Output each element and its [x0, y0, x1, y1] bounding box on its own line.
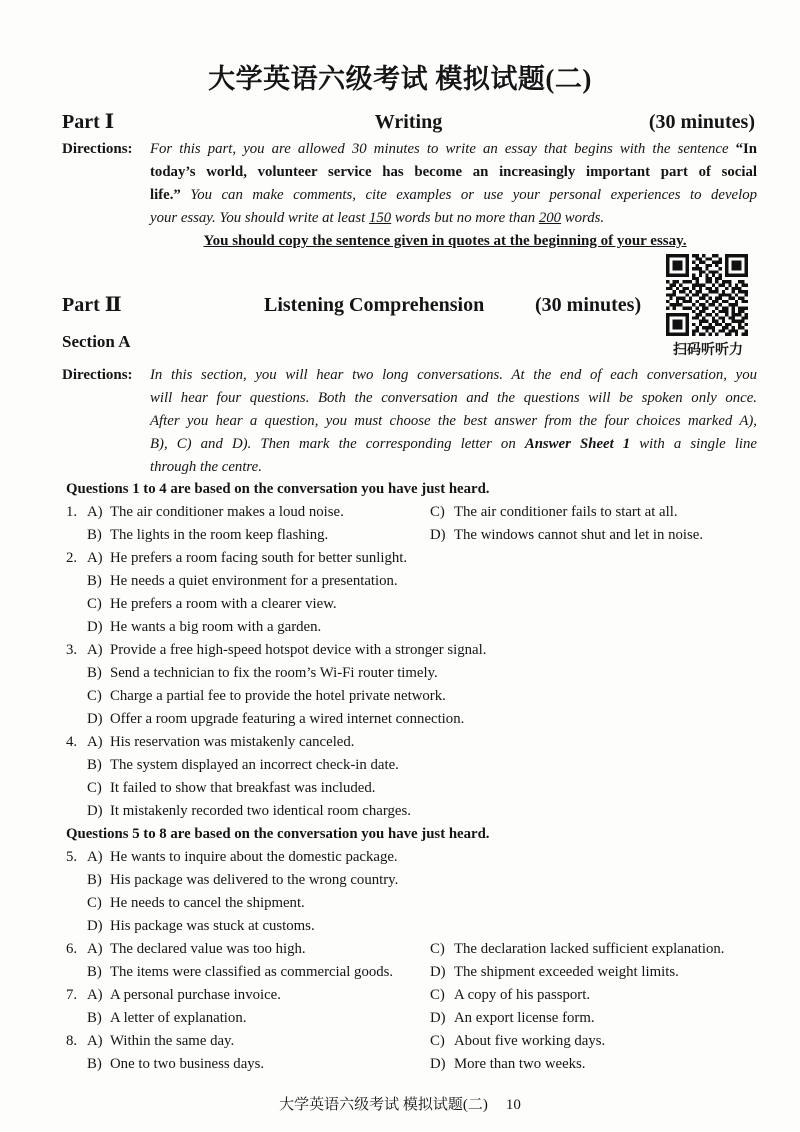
directions-text: words but no more than	[391, 210, 539, 226]
part1-time: (30 minutes)	[648, 111, 755, 133]
option-text: An export license form.	[454, 1010, 595, 1026]
option-text: He wants to inquire about the domestic package.	[110, 849, 398, 865]
option-text: Send a technician to fix the room’s Wi-Fi router timely.	[110, 665, 438, 681]
option-letter: B)	[87, 1010, 102, 1026]
directions-line	[150, 433, 757, 456]
question-number: 6.	[66, 941, 78, 957]
max-word-count: 200	[538, 210, 562, 226]
essay-opening-sentence: today’s world, volunteer service has become an increasingly important part of social	[150, 164, 757, 180]
directions-line: through the centre.	[150, 459, 262, 475]
question-number: 4.	[66, 734, 78, 750]
option-text: The windows cannot shut and let in noise.	[454, 527, 704, 543]
question-number: 1.	[66, 504, 78, 520]
option-letter: C)	[430, 987, 445, 1003]
option-text: The system displayed an incorrect check-in date.	[110, 757, 399, 773]
question-number: 2.	[66, 550, 78, 566]
part1-title: Writing	[374, 111, 443, 133]
part1-label: Part Ⅰ	[62, 111, 115, 133]
option-text: Provide a free high-speed hotspot device with a stronger signal.	[110, 642, 487, 658]
question-row	[0, 938, 800, 961]
question-group-header: Questions 1 to 4 are based on the conversation you have just heard.	[66, 481, 490, 497]
directions-text: You can make comments, cite examples or use your personal experiences to develop	[180, 187, 757, 203]
question-number: 5.	[66, 849, 78, 865]
question-row	[0, 708, 800, 731]
part2-time: (30 minutes)	[535, 294, 642, 316]
option-letter: B)	[87, 665, 102, 681]
directions-line: After you hear a question, you must choose the best answer from the four choices marked A),	[150, 413, 757, 429]
option-letter: D)	[87, 619, 103, 635]
question-row	[0, 869, 800, 892]
option-text: One to two business days.	[110, 1056, 265, 1072]
directions-text: your essay. You should write at least	[150, 210, 369, 226]
question-row	[0, 846, 800, 869]
option-text: He wants a big room with a garden.	[110, 619, 322, 635]
option-text: The air conditioner fails to start at all.	[454, 504, 678, 520]
option-text: A letter of explanation.	[110, 1010, 247, 1026]
option-letter: A)	[87, 734, 103, 750]
option-letter: B)	[87, 964, 102, 980]
question-row	[0, 984, 800, 1007]
option-letter: D)	[430, 1056, 446, 1072]
option-letter: C)	[430, 1033, 445, 1049]
option-letter: D)	[430, 964, 446, 980]
option-letter: D)	[87, 918, 103, 934]
copy-sentence-note: You should copy the sentence given in quotes at the beginning of your essay.	[203, 233, 687, 249]
option-letter: B)	[87, 872, 102, 888]
section-title: Section A	[62, 332, 131, 351]
question-number: 8.	[66, 1033, 78, 1049]
question-row	[0, 1053, 800, 1076]
option-letter: B)	[87, 757, 102, 773]
option-text: Charge a partial fee to provide the hotel private network.	[110, 688, 446, 704]
option-letter: A)	[87, 642, 103, 658]
directions-line: In this section, you will hear two long conversations. At the end of each conversation, you	[150, 367, 757, 383]
directions-label: Directions:	[62, 367, 133, 383]
option-text: He prefers a room facing south for better sunlight.	[110, 550, 408, 566]
directions-line	[150, 184, 757, 207]
directions-line: will hear four questions. Both the conversation and the questions will be spoken only once.	[150, 390, 757, 406]
directions-text: B), C) and D). Then mark the corresponding letter on	[150, 436, 525, 452]
question-row	[0, 915, 800, 938]
directions-line	[150, 207, 757, 230]
directions-text: with a single line	[630, 436, 758, 452]
option-letter: B)	[87, 527, 102, 543]
option-text: A copy of his passport.	[454, 987, 591, 1003]
option-text: He needs to cancel the shipment.	[110, 895, 305, 911]
directions-line	[150, 138, 757, 161]
question-row	[0, 754, 800, 777]
part2-label: Part Ⅱ	[62, 294, 122, 316]
min-word-count: 150	[368, 210, 392, 226]
directions-line	[150, 161, 757, 184]
option-letter: C)	[87, 780, 102, 796]
directions-label: Directions:	[62, 141, 133, 157]
question-row	[0, 1030, 800, 1053]
option-text: The declared value was too high.	[110, 941, 306, 957]
option-text: Within the same day.	[110, 1033, 235, 1049]
option-text: It mistakenly recorded two identical room charges.	[110, 803, 411, 819]
question-row	[0, 1007, 800, 1030]
question-row	[0, 662, 800, 685]
option-letter: B)	[87, 573, 102, 589]
directions-text: For this part, you are allowed 30 minutes to write an essay that begins with the sentence	[150, 141, 736, 157]
question-list	[0, 478, 800, 1076]
option-text: More than two weeks.	[454, 1056, 586, 1072]
option-letter: D)	[430, 1010, 446, 1026]
option-text: The shipment exceeded weight limits.	[454, 964, 679, 980]
directions-text: words.	[561, 210, 605, 226]
option-letter: C)	[430, 504, 445, 520]
option-letter: C)	[87, 688, 102, 704]
essay-opening-sentence: “In	[735, 141, 757, 157]
option-letter: A)	[87, 987, 103, 1003]
option-letter: A)	[87, 1033, 103, 1049]
option-letter: C)	[430, 941, 445, 957]
question-group-header: Questions 5 to 8 are based on the conversation you have just heard.	[66, 826, 490, 842]
question-number: 7.	[66, 987, 78, 1003]
essay-opening-sentence: life.”	[150, 187, 181, 203]
page-number: 10	[505, 1097, 521, 1113]
question-row	[0, 593, 800, 616]
page-footer	[0, 1094, 800, 1116]
part2-directions	[62, 364, 757, 479]
page-title: 大学英语六级考试 模拟试题(二)	[208, 64, 592, 94]
qr-caption: 扫码听听力	[673, 343, 743, 358]
question-row	[0, 685, 800, 708]
question-row	[0, 524, 800, 547]
option-text: His reservation was mistakenly canceled.	[110, 734, 355, 750]
option-letter: A)	[87, 550, 103, 566]
part2-header	[62, 291, 755, 319]
option-text: The declaration lacked sufficient explanation.	[454, 941, 725, 957]
option-letter: D)	[87, 803, 103, 819]
option-letter: D)	[87, 711, 103, 727]
question-number: 3.	[66, 642, 78, 658]
part1-directions	[62, 138, 757, 230]
part1-header	[62, 108, 755, 136]
question-row	[0, 570, 800, 593]
option-letter: A)	[87, 849, 103, 865]
option-letter: C)	[87, 895, 102, 911]
option-letter: A)	[87, 941, 103, 957]
option-letter: D)	[430, 527, 446, 543]
footer-title: 大学英语六级考试 模拟试题(二)	[279, 1097, 488, 1113]
option-text: Offer a room upgrade featuring a wired internet connection.	[110, 711, 465, 727]
question-row	[0, 892, 800, 915]
question-row	[0, 501, 800, 524]
option-text: He prefers a room with a clearer view.	[110, 596, 337, 612]
question-row	[0, 731, 800, 754]
option-text: His package was delivered to the wrong country.	[110, 872, 399, 888]
answer-sheet-name: Answer Sheet 1	[524, 436, 631, 452]
question-row	[0, 777, 800, 800]
option-text: The air conditioner makes a loud noise.	[110, 504, 344, 520]
option-text: The items were classified as commercial goods.	[110, 964, 394, 980]
option-letter: C)	[87, 596, 102, 612]
option-letter: A)	[87, 504, 103, 520]
part2-title: Listening Comprehension	[264, 294, 485, 316]
option-text: He needs a quiet environment for a presentation.	[110, 573, 398, 589]
question-row	[0, 616, 800, 639]
question-row	[0, 961, 800, 984]
question-row	[0, 639, 800, 662]
option-text: A personal purchase invoice.	[110, 987, 281, 1003]
question-row	[0, 547, 800, 570]
option-text: The lights in the room keep flashing.	[110, 527, 329, 543]
option-text: About five working days.	[454, 1033, 606, 1049]
option-text: It failed to show that breakfast was included.	[110, 780, 376, 796]
question-row	[0, 800, 800, 823]
option-text: His package was stuck at customs.	[110, 918, 315, 934]
option-letter: B)	[87, 1056, 102, 1072]
